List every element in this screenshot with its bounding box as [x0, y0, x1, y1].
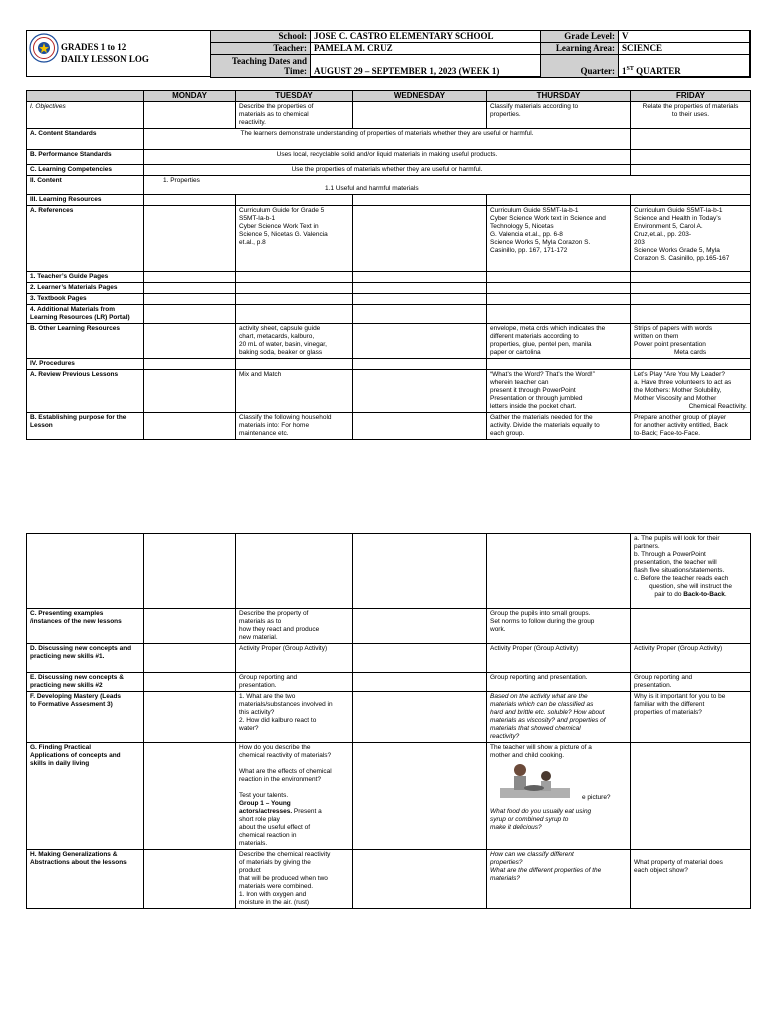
thursday-cell: Based on the activity what are the materials which can be classified as hard and brittle etc. soluble? How about materials as viscosity? and properties of materials that showed chemical reactivity? [487, 692, 631, 743]
document-title [61, 41, 149, 65]
friday-cell: Activity Proper (Group Activity) [631, 644, 751, 673]
row-label: B. Other Learning Resources [27, 324, 144, 359]
lesson-table-page-2 [26, 533, 751, 909]
quarter-label: Quarter: [541, 55, 619, 78]
row-label: F. Developing Mastery (Leads to Formative Assesment 3) [27, 692, 144, 743]
thursday-cell: How can we classify different properties? What are the different properties of the materials? [487, 850, 631, 909]
friday-cell: Curriculum Guide S5MT-Ia-b-1 Science and Health in Today’s Environment 5, Carol A. Cruz,et.al., pp. 203- 203 Science Works Grade 5, Myla Corazon S. Casinillo, pp.165-167 [631, 206, 751, 272]
textbook-row [27, 294, 751, 305]
row-label: I. Objectives [27, 102, 144, 129]
learners-materials-row [27, 283, 751, 294]
competencies-text: Use the properties of materials whether they are useful or harmful. [144, 165, 631, 176]
tuesday-cell: Classify the following household materials into: For home maintenance etc. [236, 413, 353, 440]
tuesday-cell: activity sheet, capsule guide chart, metacards, kalburo, 20 mL of water, basin, vinegar, baking soda, beaker or glass [236, 324, 353, 359]
row-label: IV. Procedures [27, 359, 144, 370]
area-label: Learning Area: [541, 43, 619, 55]
discussing-2-row [27, 673, 751, 692]
thursday-cell: Classify materials according to properties. [487, 102, 631, 129]
row-label: C. Presenting examples /instances of the new lessons [27, 609, 144, 644]
day-thursday: THURSDAY [487, 91, 631, 102]
tuesday-cell: Describe the property of materials as to how they react and produce new material. [236, 609, 353, 644]
row-label: B. Performance Standards [27, 150, 144, 165]
friday-cell: a. The pupils will look for their partners. b. Through a PowerPoint presentation, the teacher will flash five situations/statements. c. Before the teacher reads each question, she will instruct the pair to do Back-to-Back. [631, 534, 751, 609]
references-row [27, 206, 751, 272]
thursday-cell: Group reporting and presentation. [487, 673, 631, 692]
tuesday-cell: Activity Proper (Group Activity) [236, 644, 353, 673]
thursday-cell: Activity Proper (Group Activity) [487, 644, 631, 673]
friday-cell: Strips of papers with words written on them Power point presentation Meta cards [631, 324, 751, 359]
day-tuesday: TUESDAY [236, 91, 353, 102]
presenting-row [27, 609, 751, 644]
day-wednesday: WEDNESDAY [353, 91, 487, 102]
row-label: III. Learning Resources [27, 195, 144, 206]
content-standards-row [27, 129, 751, 150]
tuesday-cell: 1. What are the two materials/substances involved in this activity? 2. How did kalburo react to water? [236, 692, 353, 743]
row-label: 4. Additional Materials from Learning Resources (LR) Portal) [27, 305, 144, 324]
lesson-log-header [26, 30, 750, 77]
title-line-1: GRADES 1 to 12 [61, 42, 127, 52]
thursday-cell: Curriculum Guide S5MT-Ia-b-1 Cyber Science Work text in Science and Technology 5, Nicetas G. Valencia et.al., pp. 6-8 Science Works 5, Myla Corazon S. Casinillo, pp. 167, 171-172 [487, 206, 631, 272]
procedures-row [27, 359, 751, 370]
row-label: A. Review Previous Lessons [27, 370, 144, 413]
tuesday-cell: Curriculum Guide for Grade 5 S5MT-Ia-b-1 Cyber Science Work Text in Science 5, Nicetas G. Valencia et.al., p.8 [236, 206, 353, 272]
row-label: B. Establishing purpose for the Lesson [27, 413, 144, 440]
row-label: 1. Teacher’s Guide Pages [27, 272, 144, 283]
thursday-cell: “What’s the Word? That’s the Word!” wherein teacher can present it through PowerPoint Presentation or through jumbled letters inside the pocket chart. [487, 370, 631, 413]
row-label: 3. Textbook Pages [27, 294, 144, 305]
tuesday-cell: Group reporting and presentation. [236, 673, 353, 692]
row-label: A. Content Standards [27, 129, 144, 150]
thursday-cell: Gather the materials needed for the activity. Divide the materials equally to each group. [487, 413, 631, 440]
continuation-row [27, 534, 751, 609]
friday-cell: Why is it important for you to be familiar with the different properties of materials? [631, 692, 751, 743]
dates-value: AUGUST 29 – SEPTEMBER 1, 2023 (WEEK 1) [311, 55, 541, 78]
resources-row [27, 195, 751, 206]
tuesday-cell: Describe the chemical reactivity of materials by giving the product that will be produced when two materials were combined. 1. Iron with oxygen and moisture in the air. (rust) [236, 850, 353, 909]
friday-cell: What property of material does each object show? [631, 850, 751, 909]
mastery-row [27, 692, 751, 743]
row-label: A. References [27, 206, 144, 272]
discussing-1-row [27, 644, 751, 673]
generalization-row [27, 850, 751, 909]
tuesday-cell: How do you describe the chemical reactivity of materials? What are the effects of chemical reaction in the environment? Test your talents. Group 1 – Young actors/actresses. Present a short role play about the useful effect of chemical reaction in materials. [236, 743, 353, 850]
other-resources-row [27, 324, 751, 359]
content-text: 1. Properties 1.1 Useful and harmful materials [144, 176, 751, 195]
row-label: 2. Learner’s Materials Pages [27, 283, 144, 294]
competencies-row [27, 165, 751, 176]
teacher-label: Teacher: [211, 43, 311, 55]
tuesday-cell: Mix and Match [236, 370, 353, 413]
thursday-cell: The teacher will show a picture of a mother and child cooking. e picture? What food do you usually eat using syrup or combined syrup to make it delicious? [487, 743, 631, 850]
school-value: JOSE C. CASTRO ELEMENTARY SCHOOL [311, 31, 541, 43]
objectives-row [27, 102, 751, 129]
title-line-2: DAILY LESSON LOG [61, 54, 149, 64]
performance-standards-row [27, 150, 751, 165]
friday-cell: Let’s Play “Are You My Leader? a. Have three volunteers to act as the Mothers: Mother Solubility, Mother Viscosity and Mother Chemical Reactivity. [631, 370, 751, 413]
area-value: SCIENCE [619, 43, 751, 55]
quarter-value: 1ST QUARTER [619, 55, 751, 78]
performance-standards-text: Uses local, recyclable solid and/or liquid materials in making useful products. [144, 150, 631, 165]
row-label: H. Making Generalizations & Abstractions about the lessons [27, 850, 144, 909]
row-label: C. Learning Competencies [27, 165, 144, 176]
day-header-row [27, 91, 751, 102]
day-monday: MONDAY [144, 91, 236, 102]
friday-cell: Relate the properties of materials to their uses. [631, 102, 751, 129]
thursday-cell: envelope, meta crds which indicates the different materials according to properties, glue, pentel pen, manila paper or cartolina [487, 324, 631, 359]
deped-seal-icon [29, 33, 59, 63]
header-info-table [210, 30, 751, 78]
school-label: School: [211, 31, 311, 43]
row-label: II. Content [27, 176, 144, 195]
grade-value: V [619, 31, 751, 43]
content-standards-text: The learners demonstrate understanding of properties of materials whether they are useful or harmful. [144, 129, 631, 150]
content-row [27, 176, 751, 195]
teacher-value: PAMELA M. CRUZ [311, 43, 541, 55]
practical-row [27, 743, 751, 850]
tuesday-cell: Describe the properties of materials as to chemical reactivity. [236, 102, 353, 129]
friday-cell: Prepare another group of player for another activity entitled, Back to-Back; Face-to-Face. [631, 413, 751, 440]
mother-child-cooking-illustration [492, 762, 578, 802]
row-label: G. Finding Practical Applications of concepts and skills in daily living [27, 743, 144, 850]
row-label: E. Discussing new concepts & practicing new skills #2 [27, 673, 144, 692]
additional-materials-row [27, 305, 751, 324]
purpose-row [27, 413, 751, 440]
corner-cell [27, 91, 144, 102]
grade-label: Grade Level: [541, 31, 619, 43]
lesson-table-page-1 [26, 90, 751, 440]
dates-label: Teaching Dates and Time: [211, 55, 311, 78]
thursday-cell: Group the pupils into small groups. Set norms to follow during the group work. [487, 609, 631, 644]
friday-cell: Group reporting and presentation. [631, 673, 751, 692]
teachers-guide-row [27, 272, 751, 283]
review-row [27, 370, 751, 413]
day-friday: FRIDAY [631, 91, 751, 102]
row-label: D. Discussing new concepts and practicing new skills #1. [27, 644, 144, 673]
